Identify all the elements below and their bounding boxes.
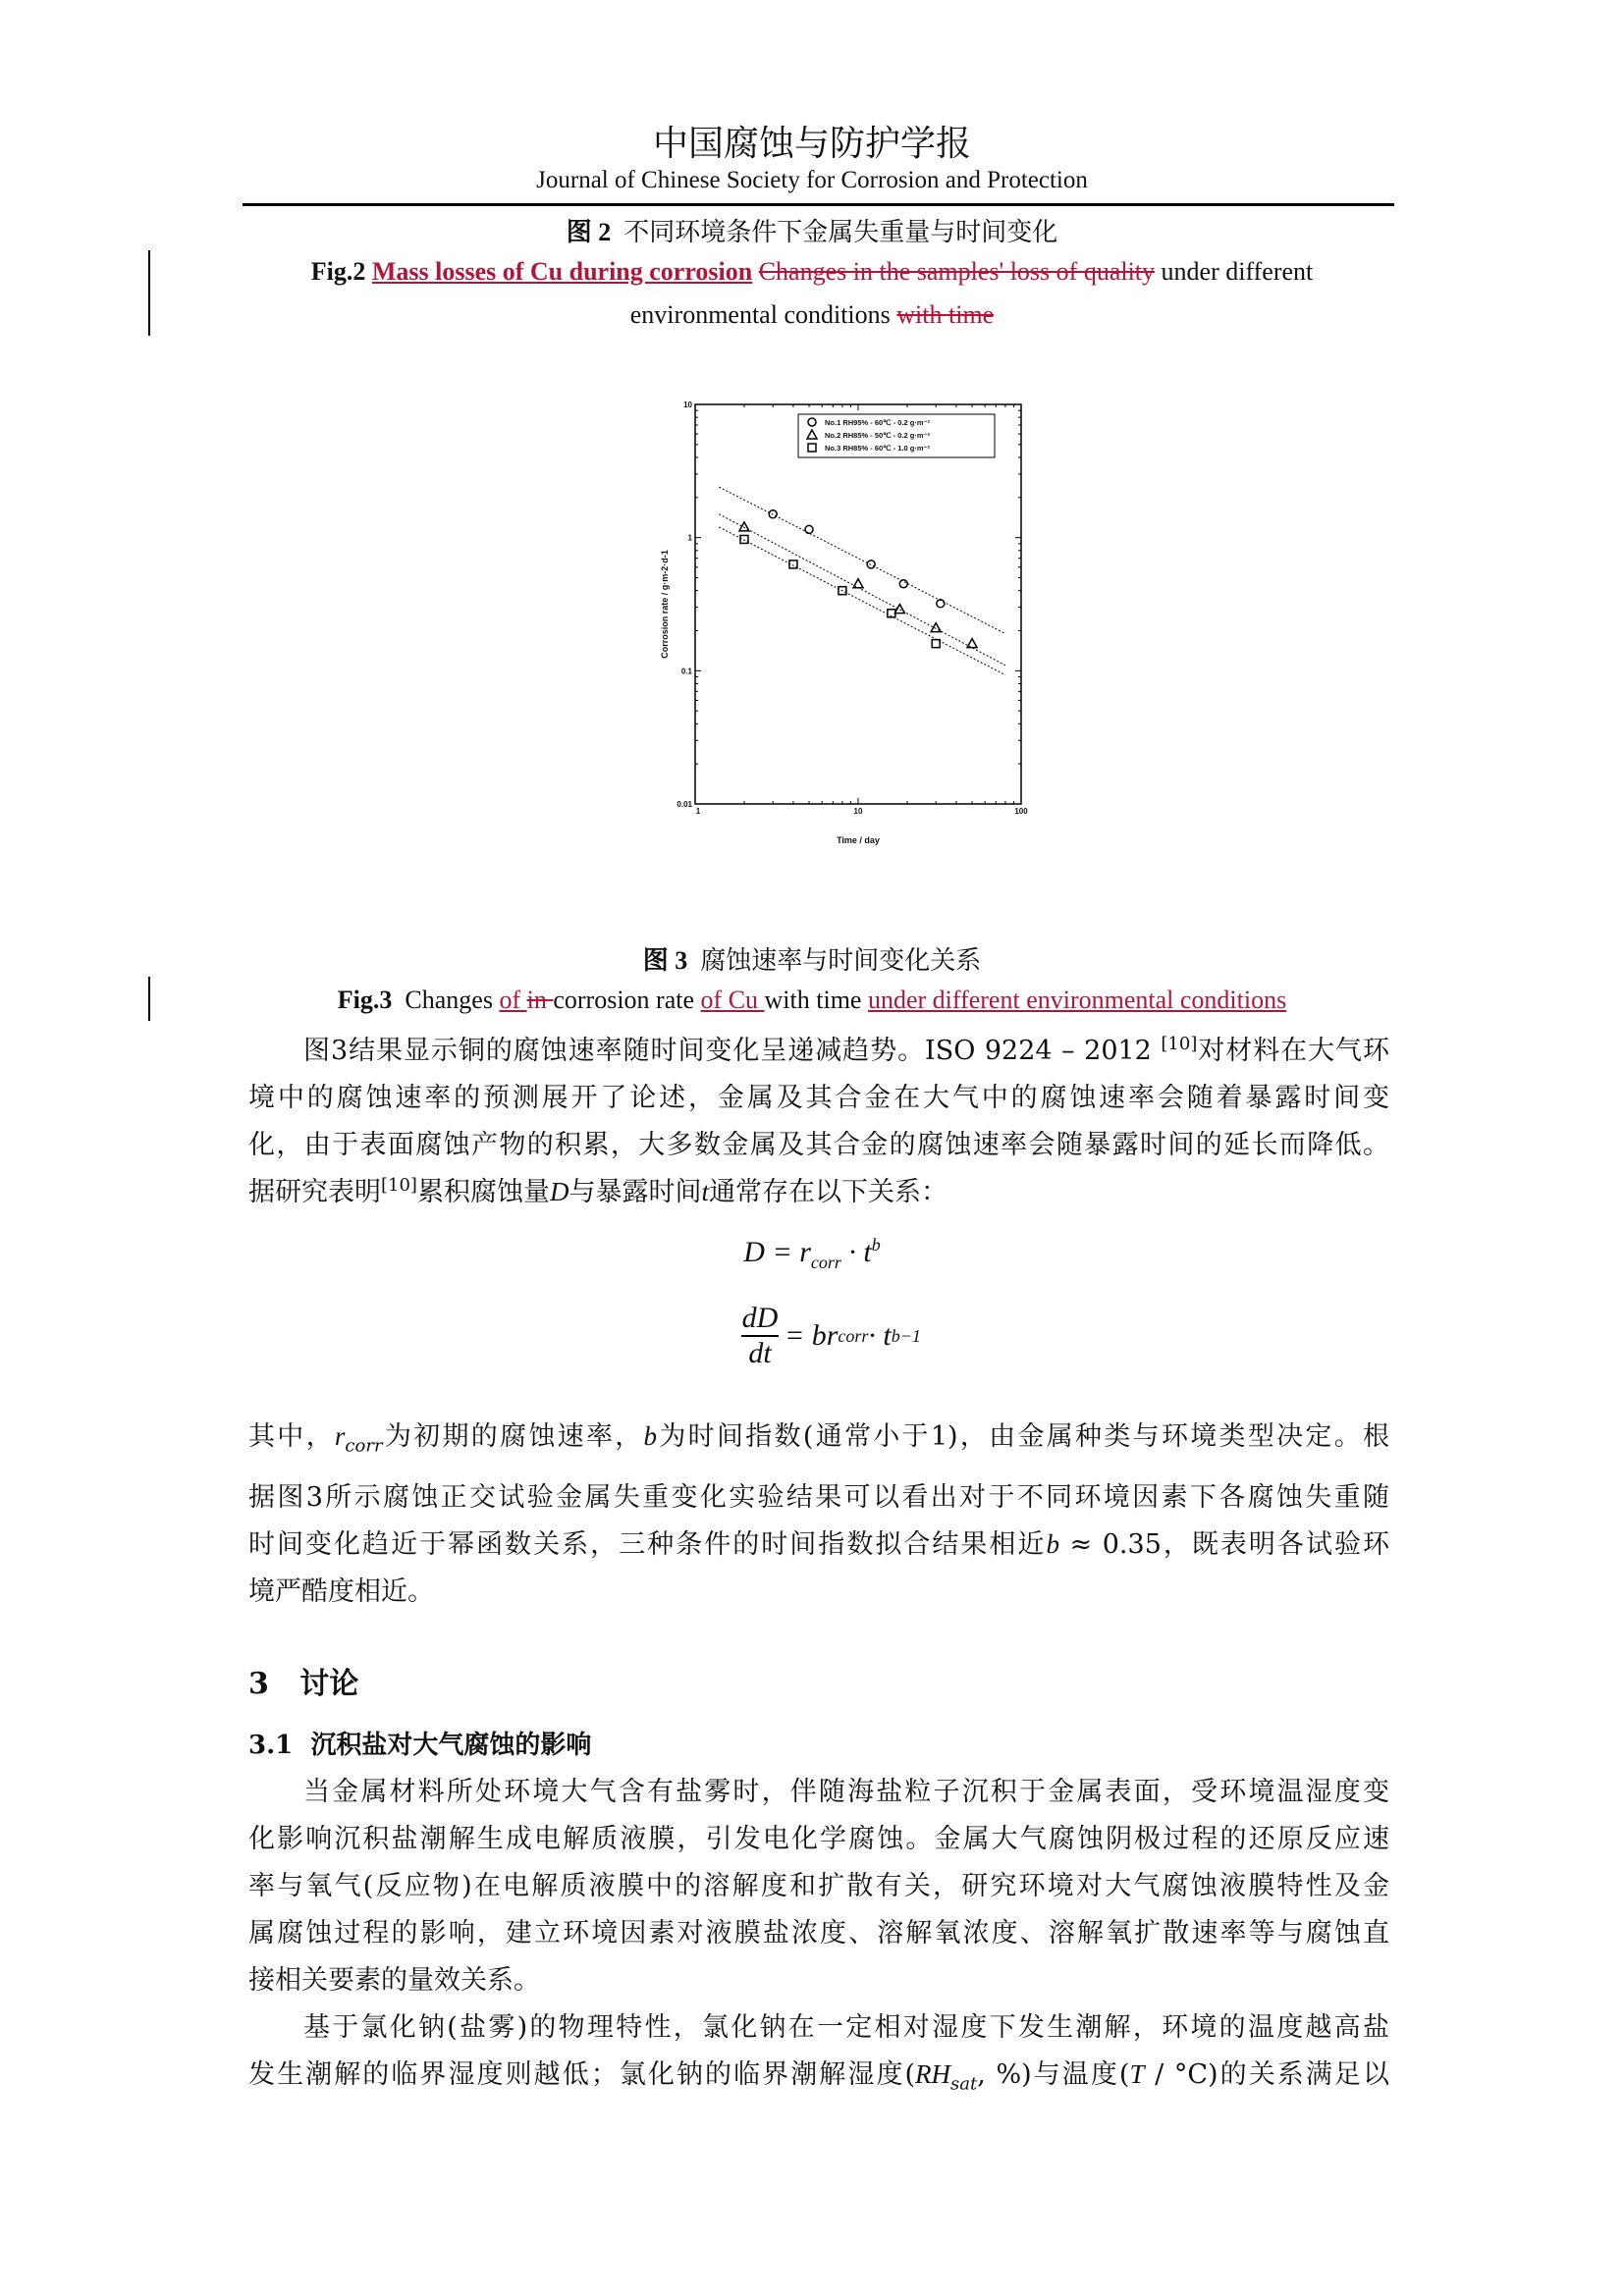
text-segment: r — [334, 1421, 346, 1451]
text-segment: b — [643, 1421, 658, 1451]
text-segment: 其中， — [248, 1421, 335, 1452]
text-segment: RH — [915, 2059, 951, 2089]
fig2-caption-en-line2 — [0, 300, 1624, 330]
text-segment: T — [1129, 2059, 1145, 2089]
text-segment: b — [1046, 1529, 1059, 1559]
data-point-series-2 — [853, 579, 863, 588]
fit-line-series-3 — [719, 527, 1005, 675]
data-point-series-1 — [899, 580, 907, 588]
text-line — [248, 1958, 1389, 1997]
text-line — [248, 1123, 1389, 1161]
eq-numerator: dD — [741, 1302, 779, 1334]
section-number: 3 — [248, 1667, 269, 1701]
data-point-series-2 — [894, 605, 904, 614]
text-line — [248, 2005, 1389, 2044]
text-segment: 通常存在以下关系： — [708, 1177, 947, 1207]
citation: [10] — [1161, 1034, 1198, 1054]
plot-frame — [695, 404, 1021, 804]
text-segment: t — [701, 1177, 709, 1206]
text-line — [248, 1911, 1389, 1949]
eq-fraction — [741, 1302, 779, 1370]
fit-line-series-2 — [719, 514, 1005, 666]
x-tick-label: 100 — [1014, 807, 1028, 816]
text-line — [248, 1770, 1389, 1808]
caption-text: under different — [1161, 257, 1314, 286]
fit-line-series-1 — [719, 487, 1005, 633]
inserted-text: under different environmental conditions — [867, 986, 1287, 1014]
text-line — [248, 1076, 1389, 1114]
eq-text: = br — [785, 1319, 839, 1352]
fig3-cn-title: 腐蚀速率与时间变化关系 — [700, 946, 982, 975]
data-point-series-2 — [739, 522, 749, 531]
eq-text: · t — [868, 1319, 892, 1352]
eq-sup: b−1 — [891, 1325, 921, 1346]
x-axis-label: Time / day — [837, 835, 880, 845]
fig2-caption-cn — [0, 212, 1624, 248]
eq-sub: corr — [810, 1253, 841, 1272]
text-segment: / °C)的关系满足以 — [1144, 2059, 1389, 2090]
eq-denominator: dt — [748, 1337, 772, 1369]
x-tick-label: 10 — [853, 807, 863, 816]
legend-entry: No.2 RH85% - 50℃ - 0.2 g·m⁻² — [825, 431, 930, 440]
data-point-series-3 — [932, 640, 940, 648]
text-segment: 据图3所示腐蚀正交试验金属失重变化实验结果可以看出对于不同环境因素下各腐蚀失重随 — [248, 1482, 1389, 1513]
text-segment: 图3结果显示铜的腐蚀速率随时间变化呈递减趋势。ISO 9224 – 2012 — [303, 1036, 1162, 1066]
fig2-caption-en-line1 — [0, 257, 1624, 287]
y-tick-label: 1 — [687, 533, 692, 543]
legend-entry: No.3 RH85% - 60℃ - 1.0 g·m⁻² — [825, 444, 930, 453]
y-tick-label: 0.1 — [680, 667, 692, 676]
text-segment: 累积腐蚀量 — [416, 1177, 550, 1207]
deleted-text: Changes in the samples' loss of quality — [758, 257, 1156, 286]
text-segment: 对材料在大气环 — [1197, 1036, 1389, 1066]
data-point-series-3 — [740, 535, 748, 543]
eq-sub: corr — [838, 1325, 869, 1346]
text-line — [248, 1475, 1389, 1514]
fig3-caption-en — [0, 986, 1624, 1015]
section-3-1-heading — [248, 1725, 591, 1761]
text-segment: 为时间指数(通常小于1)，由金属种类与环境类型决定。根 — [657, 1421, 1390, 1452]
fig2-cn-label: 图 2 — [566, 218, 612, 246]
text-line — [248, 1522, 1389, 1561]
journal-title-cn: 中国腐蚀与防护学报 — [652, 124, 971, 164]
text-line — [248, 1170, 1389, 1208]
text-segment: , %)与温度( — [977, 2059, 1130, 2090]
data-point-series-2 — [931, 623, 941, 632]
x-tick-label: 1 — [695, 807, 701, 816]
caption-text: Changes — [398, 986, 500, 1014]
y-tick-label: 10 — [683, 400, 692, 409]
citation: [10] — [381, 1175, 417, 1196]
text-segment: 境严酷度相近。 — [248, 1576, 434, 1607]
section-3-heading — [248, 1659, 358, 1702]
section-title: 沉积盐对大气腐蚀的影响 — [310, 1731, 592, 1760]
caption-text: environmental conditions — [629, 300, 891, 329]
data-point-series-2 — [967, 639, 977, 648]
text-segment: corr — [345, 1435, 383, 1457]
text-segment: 当金属材料所处环境大气含有盐雾时，伴随海盐粒子沉积于金属表面，受环境温湿度变 — [303, 1777, 1389, 1807]
text-segment: 基于氯化钠(盐雾)的物理特性，氯化钠在一定相对湿度下发生潮解，环境的温度越高盐 — [303, 2012, 1389, 2043]
text-segment: 据研究表明 — [248, 1177, 381, 1207]
text-segment: ≈ 0.35，既表明各试验环 — [1058, 1529, 1389, 1560]
header-rule — [243, 203, 1394, 206]
inserted-text: of Cu — [700, 986, 765, 1014]
text-segment: sat — [950, 2073, 978, 2095]
eq-sup: b — [871, 1235, 881, 1255]
eq-text: D = r — [743, 1236, 811, 1268]
deleted-text: with time — [896, 300, 995, 329]
fig3-caption-cn — [0, 940, 1624, 977]
equation-1 — [0, 1235, 1624, 1273]
text-segment: 率与氧气(反应物)在电解质液膜中的溶解度和扩散有关，研究环境对大气腐蚀液膜特性及金 — [248, 1871, 1389, 1901]
fig3-cn-label: 图 3 — [642, 946, 688, 975]
equation-2 — [741, 1302, 921, 1370]
y-axis-label: Corrosion rate / g·m-2·d-1 — [660, 550, 670, 659]
text-line — [248, 2053, 1389, 2094]
text-segment: 化，由于表面腐蚀产物的积累，大多数金属及其合金的腐蚀速率会随暴露时间的延长而降低。 — [248, 1130, 1389, 1160]
deleted-text: in — [526, 986, 554, 1014]
text-segment: 属腐蚀过程的影响，建立环境因素对液膜盐浓度、溶解氧浓度、溶解氧扩散速率等与腐蚀直 — [248, 1918, 1389, 1949]
text-segment: 发生潮解的临界湿度则越低；氯化钠的临界潮解湿度( — [248, 2059, 916, 2090]
inserted-text: Mass losses of Cu during corrosion — [371, 257, 753, 286]
corrosion-rate-chart — [648, 393, 1060, 864]
caption-text: corrosion rate — [553, 986, 701, 1014]
text-segment: 境中的腐蚀速率的预测展开了论述，金属及其合金在大气中的腐蚀速率会随着暴露时间变 — [248, 1083, 1389, 1113]
text-segment: 为初期的腐蚀速率， — [382, 1421, 644, 1452]
text-line — [248, 1415, 1389, 1456]
text-line — [248, 1029, 1389, 1067]
text-segment: 化影响沉积盐潮解生成电解质液膜，引发电化学腐蚀。金属大气腐蚀阴极过程的还原反应速 — [248, 1824, 1389, 1854]
journal-title-en: Journal of Chinese Society for Corrosion and Protection — [536, 167, 1088, 193]
caption-text: with time — [764, 986, 868, 1014]
legend-entry: No.1 RH95% - 60℃ - 0.2 g·m⁻² — [825, 418, 930, 427]
inserted-text: of — [499, 986, 527, 1014]
eq-text: · t — [840, 1236, 872, 1268]
fig3-label: Fig.3 — [337, 986, 393, 1014]
text-segment: 与暴露时间 — [568, 1177, 702, 1207]
text-segment: D — [549, 1177, 569, 1206]
text-segment: 接相关要素的量效关系。 — [248, 1965, 540, 1996]
text-line — [248, 1570, 1389, 1608]
y-tick-label: 0.01 — [677, 800, 692, 809]
text-line — [248, 1864, 1389, 1902]
section-title: 讨论 — [299, 1667, 359, 1701]
text-line — [248, 1817, 1389, 1855]
fig2-label: Fig.2 — [310, 257, 366, 286]
section-number: 3.1 — [248, 1731, 294, 1760]
data-point-series-1 — [805, 525, 813, 533]
text-segment: 时间变化趋近于幂函数关系，三种条件的时间指数拟合结果相近 — [248, 1529, 1047, 1560]
fig2-cn-title: 不同环境条件下金属失重量与时间变化 — [623, 218, 1058, 246]
